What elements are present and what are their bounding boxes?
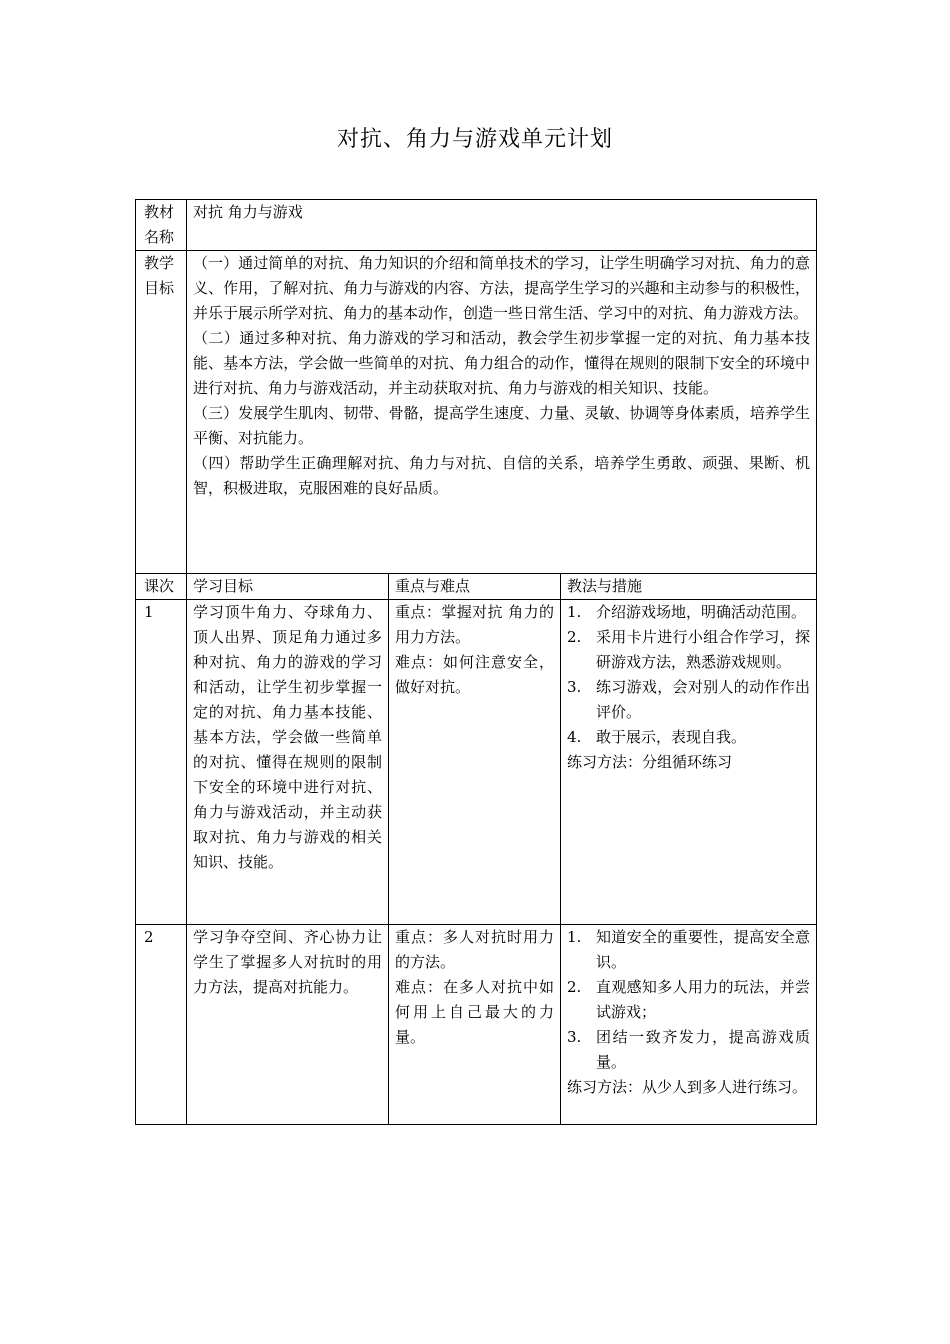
key-point: 重点：多人对抗时用力的方法。 bbox=[395, 928, 554, 971]
lesson-row bbox=[136, 600, 817, 925]
method-item: 4. 敢于展示，表现自我。 bbox=[567, 728, 747, 746]
method-item: 3. 练习游戏，会对别人的动作作出评价。 bbox=[567, 678, 811, 721]
lesson-methods bbox=[561, 925, 817, 1125]
objective-item: （二）通过多种对抗、角力游戏的学习和活动，教会学生初步掌握一定的对抗、角力基本技能、基本方法，学会做一些简单的对抗、角力组合的动作，懂得在规则的限制下安全的环境中进行对抗、角力与游戏活动，并主动获取对抗、角力与游戏的相关知识、技能。 bbox=[193, 329, 811, 397]
method-item: 1. 介绍游戏场地，明确活动范围。 bbox=[567, 603, 807, 621]
page-title: 对抗、角力与游戏单元计划 bbox=[336, 127, 613, 152]
lesson-key-points bbox=[389, 600, 561, 925]
practice-method: 练习方法：从少人到多人进行练习。 bbox=[567, 1078, 808, 1096]
unit-plan-table bbox=[135, 199, 817, 1125]
lesson-key-points bbox=[389, 925, 561, 1125]
lesson-row bbox=[136, 925, 817, 1125]
header-row bbox=[136, 574, 817, 600]
method-item: 3. 团结一致齐发力，提高游戏质量。 bbox=[567, 1028, 811, 1071]
objectives-row bbox=[136, 251, 817, 574]
lesson-number: 1 bbox=[136, 600, 187, 925]
header-key-points: 重点与难点 bbox=[389, 574, 561, 600]
method-item: 2. 采用卡片进行小组合作学习，探研游戏方法，熟悉游戏规则。 bbox=[567, 628, 811, 671]
practice-method: 练习方法：分组循环练习 bbox=[567, 753, 733, 771]
header-goal: 学习目标 bbox=[187, 574, 389, 600]
objectives-label: 教学目标 bbox=[136, 251, 187, 574]
method-item: 2. 直观感知多人用力的玩法，并尝试游戏； bbox=[567, 978, 811, 1021]
material-row bbox=[136, 200, 817, 251]
key-point: 重点：掌握对抗 角力的用力方法。 bbox=[395, 603, 554, 646]
lesson-methods bbox=[561, 600, 817, 925]
difficulty: 难点：在多人对抗中如何用上自己最大的力量。 bbox=[395, 978, 554, 1046]
difficulty: 难点：如何注意安全，做好对抗。 bbox=[395, 653, 554, 696]
header-methods: 教法与措施 bbox=[561, 574, 817, 600]
objective-item: （三）发展学生肌肉、韧带、骨骼，提高学生速度、力量、灵敏、协调等身体素质，培养学生平衡、对抗能力。 bbox=[193, 404, 811, 447]
lesson-goal: 学习争夺空间、齐心协力让学生了掌握多人对抗时的用力方法，提高对抗能力。 bbox=[187, 925, 389, 1125]
objective-item: （四）帮助学生正确理解对抗、角力与对抗、自信的关系，培养学生勇敢、顽强、果断、机智，积极进取，克服困难的良好品质。 bbox=[193, 454, 811, 497]
method-item: 1. 知道安全的重要性，提高安全意识。 bbox=[567, 928, 811, 971]
material-label: 教材名称 bbox=[136, 200, 187, 251]
header-lesson: 课次 bbox=[136, 574, 187, 600]
lesson-goal: 学习顶牛角力、夺球角力、顶人出界、顶足角力通过多种对抗、角力的游戏的学习和活动，让学生初步掌握一定的对抗、角力基本技能、基本方法，学会做一些简单的对抗、懂得在规则的限制下安全的环境中进行对抗、角力与游戏活动，并主动获取对抗、角力与游戏的相关知识、技能。 bbox=[187, 600, 389, 925]
material-value: 对抗 角力与游戏 bbox=[187, 200, 817, 251]
objective-item: （一）通过简单的对抗、角力知识的介绍和简单技术的学习，让学生明确学习对抗、角力的意义、作用，了解对抗、角力与游戏的内容、方法，提高学生学习的兴趣和主动参与的积极性，并乐于展示所学对抗、角力的基本动作，创造一些日常生活、学习中的对抗、角力游戏方法。 bbox=[193, 254, 811, 322]
objectives-content bbox=[187, 251, 817, 574]
lesson-number: 2 bbox=[136, 925, 187, 1125]
